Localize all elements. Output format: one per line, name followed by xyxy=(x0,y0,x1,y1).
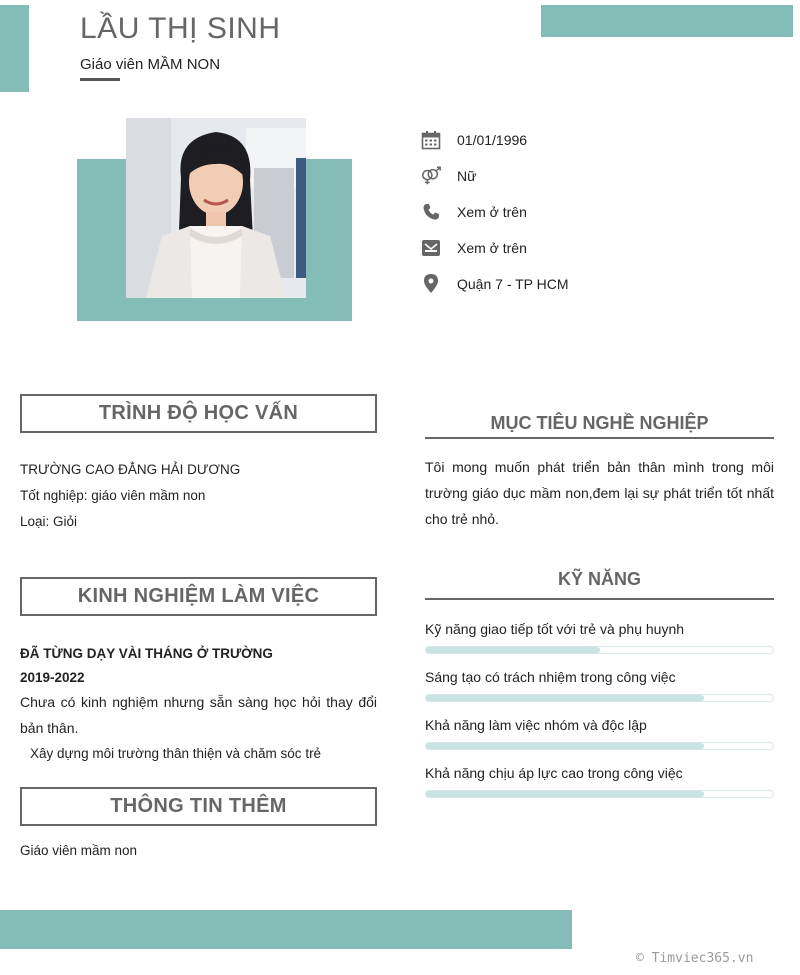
skill-bar xyxy=(425,694,774,702)
gender-icon xyxy=(420,165,442,187)
skill-label: Khả năng làm việc nhóm và độc lập xyxy=(425,717,647,733)
skill-bar-fill xyxy=(426,791,704,797)
experience-task: Xây dựng môi trường thân thiện và chăm sóc trẻ xyxy=(30,746,322,761)
education-grade: Loại: Giỏi xyxy=(20,514,78,529)
skill-bar-fill xyxy=(426,743,704,749)
phone-text: Xem ở trên xyxy=(457,204,527,220)
bottom-accent-bar xyxy=(0,910,572,949)
left-accent-bar xyxy=(0,5,29,92)
skill-label: Kỹ năng giao tiếp tốt với trẻ và phụ huynh xyxy=(425,621,685,637)
skills-heading: KỸ NĂNG xyxy=(557,569,641,589)
skill-bar-fill xyxy=(426,695,704,701)
experience-period: 2019-2022 xyxy=(20,670,85,685)
candidate-name: LẦU THỊ SINH xyxy=(80,12,281,45)
objective-divider xyxy=(425,437,774,439)
skill-bar xyxy=(425,742,774,750)
education-school: TRƯỜNG CAO ĐẲNG HẢI DƯƠNG xyxy=(20,462,241,477)
skill-bar-fill xyxy=(426,647,600,653)
phone-icon xyxy=(420,201,442,223)
job-title: Giáo viên MẦM NON xyxy=(80,56,221,73)
profile-photo xyxy=(126,118,306,298)
gender-text: Nữ xyxy=(457,168,477,184)
education-heading: TRÌNH ĐỘ HỌC VẤN xyxy=(20,394,377,433)
top-right-accent-bar xyxy=(541,5,793,37)
skills-divider xyxy=(425,598,774,600)
contact-address xyxy=(420,272,569,296)
email-text: Xem ở trên xyxy=(457,240,527,256)
contact-phone xyxy=(420,200,527,224)
experience-heading: KINH NGHIỆM LÀM VIỆC xyxy=(20,577,377,616)
address-text: Quận 7 - TP HCM xyxy=(457,276,569,292)
extra-info-heading: THÔNG TIN THÊM xyxy=(20,787,377,826)
education-graduation: Tốt nghiệp: giáo viên mầm non xyxy=(20,488,206,503)
experience-role: ĐÃ TỪNG DẠY VÀI THÁNG Ở TRƯỜNG xyxy=(20,646,273,661)
location-pin-icon xyxy=(420,273,442,295)
watermark: © Timviec365.vn xyxy=(636,951,754,966)
birthdate-text: 01/01/1996 xyxy=(457,132,528,148)
objective-heading: MỤC TIÊU NGHỀ NGHIỆP xyxy=(490,413,709,433)
experience-description: Chưa có kinh nghiệm nhưng sẵn sàng học hỏi thay đổi bản thân. xyxy=(20,694,377,736)
skill-label: Sáng tạo có trách nhiệm trong công việc xyxy=(425,669,676,685)
contact-gender xyxy=(420,164,476,188)
skill-bar xyxy=(425,646,774,654)
title-underline xyxy=(80,78,120,81)
email-icon xyxy=(420,237,442,259)
skill-label: Khả năng chịu áp lực cao trong công việc xyxy=(425,765,683,781)
skill-bar xyxy=(425,790,774,798)
calendar-icon xyxy=(420,129,442,151)
extra-info-text: Giáo viên mầm non xyxy=(20,843,138,858)
contact-birthdate xyxy=(420,128,527,152)
contact-email xyxy=(420,236,527,260)
objective-text: Tôi mong muốn phát triển bản thân mình trong môi trường giáo dục mầm non,đem lại sự phát triển tốt nhất cho trẻ nhỏ. xyxy=(425,459,774,527)
